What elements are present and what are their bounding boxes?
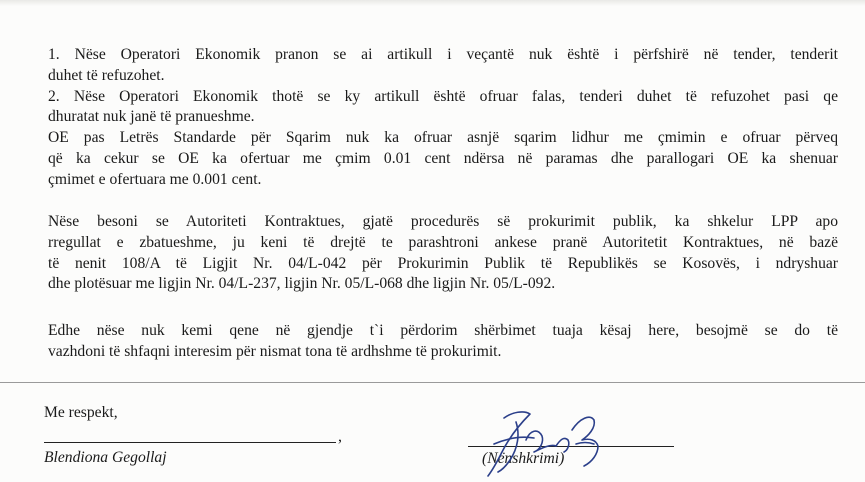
paragraph-appeal-rights — [48, 212, 838, 295]
signer-name: Blendiona Gegollaj — [44, 449, 167, 466]
paragraph-evaluation-notes — [48, 45, 838, 191]
scan-edge-shadow — [0, 0, 865, 6]
closing-salutation: Me respekt, — [44, 404, 118, 421]
text-line: që ka cekur se OE ka ofertuar me çmim 0.01 cent ndërsa në paramas dhe parallogari OE ka shenuar — [48, 149, 838, 167]
text-line: Nëse besoni se Autoriteti Kontraktues, gjatë procedurës së prokurimit publik, ka shkelur LPP apo — [48, 213, 838, 230]
text-line: OE pas Letrës Standarde për Sqarim nuk ka ofruar asnjë sqarim lidhur me çmimin e ofruar përveq — [48, 129, 838, 147]
text-line: 1. Nëse Operatori Ekonomik pranon se ai artikull i veçantë nuk është i përfshirë në tender, tenderit — [48, 46, 838, 63]
name-signature-line — [44, 442, 336, 443]
signature-caption: (Nënshkrimi) — [482, 450, 565, 467]
handwritten-signature — [464, 400, 614, 482]
text-line: të nenit 108/A të Ligjit Nr. 04/L-042 për Prokurimin Publik të Republikës se Kosovës, i ndryshuar — [48, 254, 838, 272]
text-line: duhet të refuzohet. — [48, 66, 165, 84]
text-line: çmimet e ofertuara me 0.001 cent. — [48, 170, 262, 188]
signature-line-comma: , — [338, 428, 342, 445]
footer-divider — [0, 382, 865, 383]
paragraph-closing-remarks — [48, 321, 838, 363]
text-line: 2. Nëse Operatori Ekonomik thotë se ky artikull është ofruar falas, tenderi duhet të refuzohet pasi qe — [48, 87, 838, 105]
text-line: dhe plotësuar me ligjin Nr. 04/L-237, ligjin Nr. 05/L-068 dhe ligjin Nr. 05/L-092. — [48, 275, 556, 293]
text-line: Edhe nëse nuk kemi qene në gjendje t`i përdorim shërbimet tuaja kësaj here, besojmë se do të — [48, 322, 838, 339]
text-line: rregullat e zbatueshme, ju keni të drejtë te parashtroni ankese pranë Autoritetit Kontraktues, në bazë — [48, 233, 838, 251]
text-line: vazhdoni të shfaqni interesim për nismat tona të ardhshme të prokurimit. — [48, 342, 502, 360]
text-line: dhuratat nuk janë të pranueshme. — [48, 108, 255, 126]
